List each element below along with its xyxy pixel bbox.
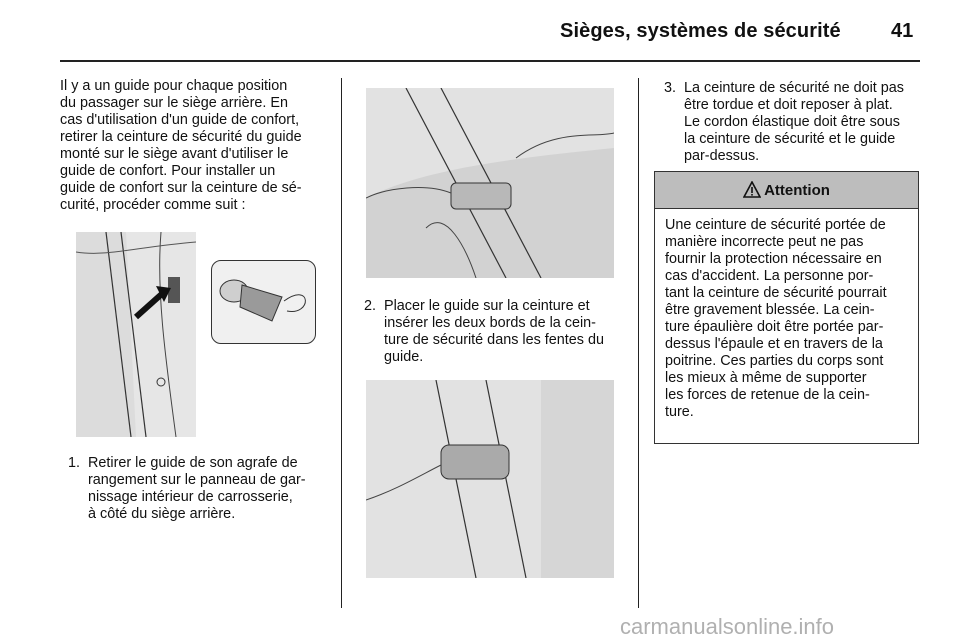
column-divider-2: [638, 78, 639, 608]
illustration-guide-on-belt: [366, 380, 614, 578]
watermark: carmanualsonline.info: [620, 614, 835, 639]
step-number: 2.: [364, 298, 377, 314]
step-number: 3.: [664, 80, 677, 96]
step-2: 2. Placer le guide sur la ceinture et insérer les deux bords de la cein- ture de sécurité dans les fentes du guide.: [364, 298, 604, 365]
column-divider-1: [341, 78, 342, 608]
warning-header: [655, 172, 918, 209]
section-title: Sièges, systèmes de sécurité: [560, 20, 841, 42]
warning-triangle-icon: [743, 181, 761, 199]
warning-title: Attention: [764, 181, 830, 199]
step-3: 3. La ceinture de sécurité ne doit pas être tordue et doit reposer à plat. Le cordon élastique doit être sous la ceinture de sécurité et le guide par-dessus.: [664, 80, 904, 164]
warning-box: [654, 171, 919, 444]
illustration-guide-clip: [76, 232, 196, 437]
intro-paragraph: Il y a un guide pour chaque position du passager sur le siège arrière. En cas d'utilisation d'un guide de confort, retirer la ceinture de sécurité du guide monté sur le siège avant d'utiliser le guide de confort. Pour installer un guide de confort sur la ceinture de sé- curité, procéder comme suit :: [60, 78, 302, 213]
illustration-guide-detail: [211, 260, 316, 344]
warning-text: Une ceinture de sécurité portée de manière incorrecte peut ne pas fournir la protection nécessaire en cas d'accident. La personne por- tant la ceinture de sécurité pourrait être gravement blessée. La cein- ture épaulière doit être portée par- dessus l'épaule et en travers de la poitrine. Ces parties du corps sont les mieux à même de supporter les forces de retenue de la cein- ture.: [665, 217, 887, 420]
illustration-placing-guide: [366, 88, 614, 278]
step-number: 1.: [68, 455, 81, 471]
header-rule: [60, 60, 920, 62]
page-number: 41: [891, 20, 914, 42]
step-1: 1. Retirer le guide de son agrafe de rangement sur le panneau de gar- nissage intérieur de carrosserie, à côté du siège arrière.: [68, 455, 306, 522]
